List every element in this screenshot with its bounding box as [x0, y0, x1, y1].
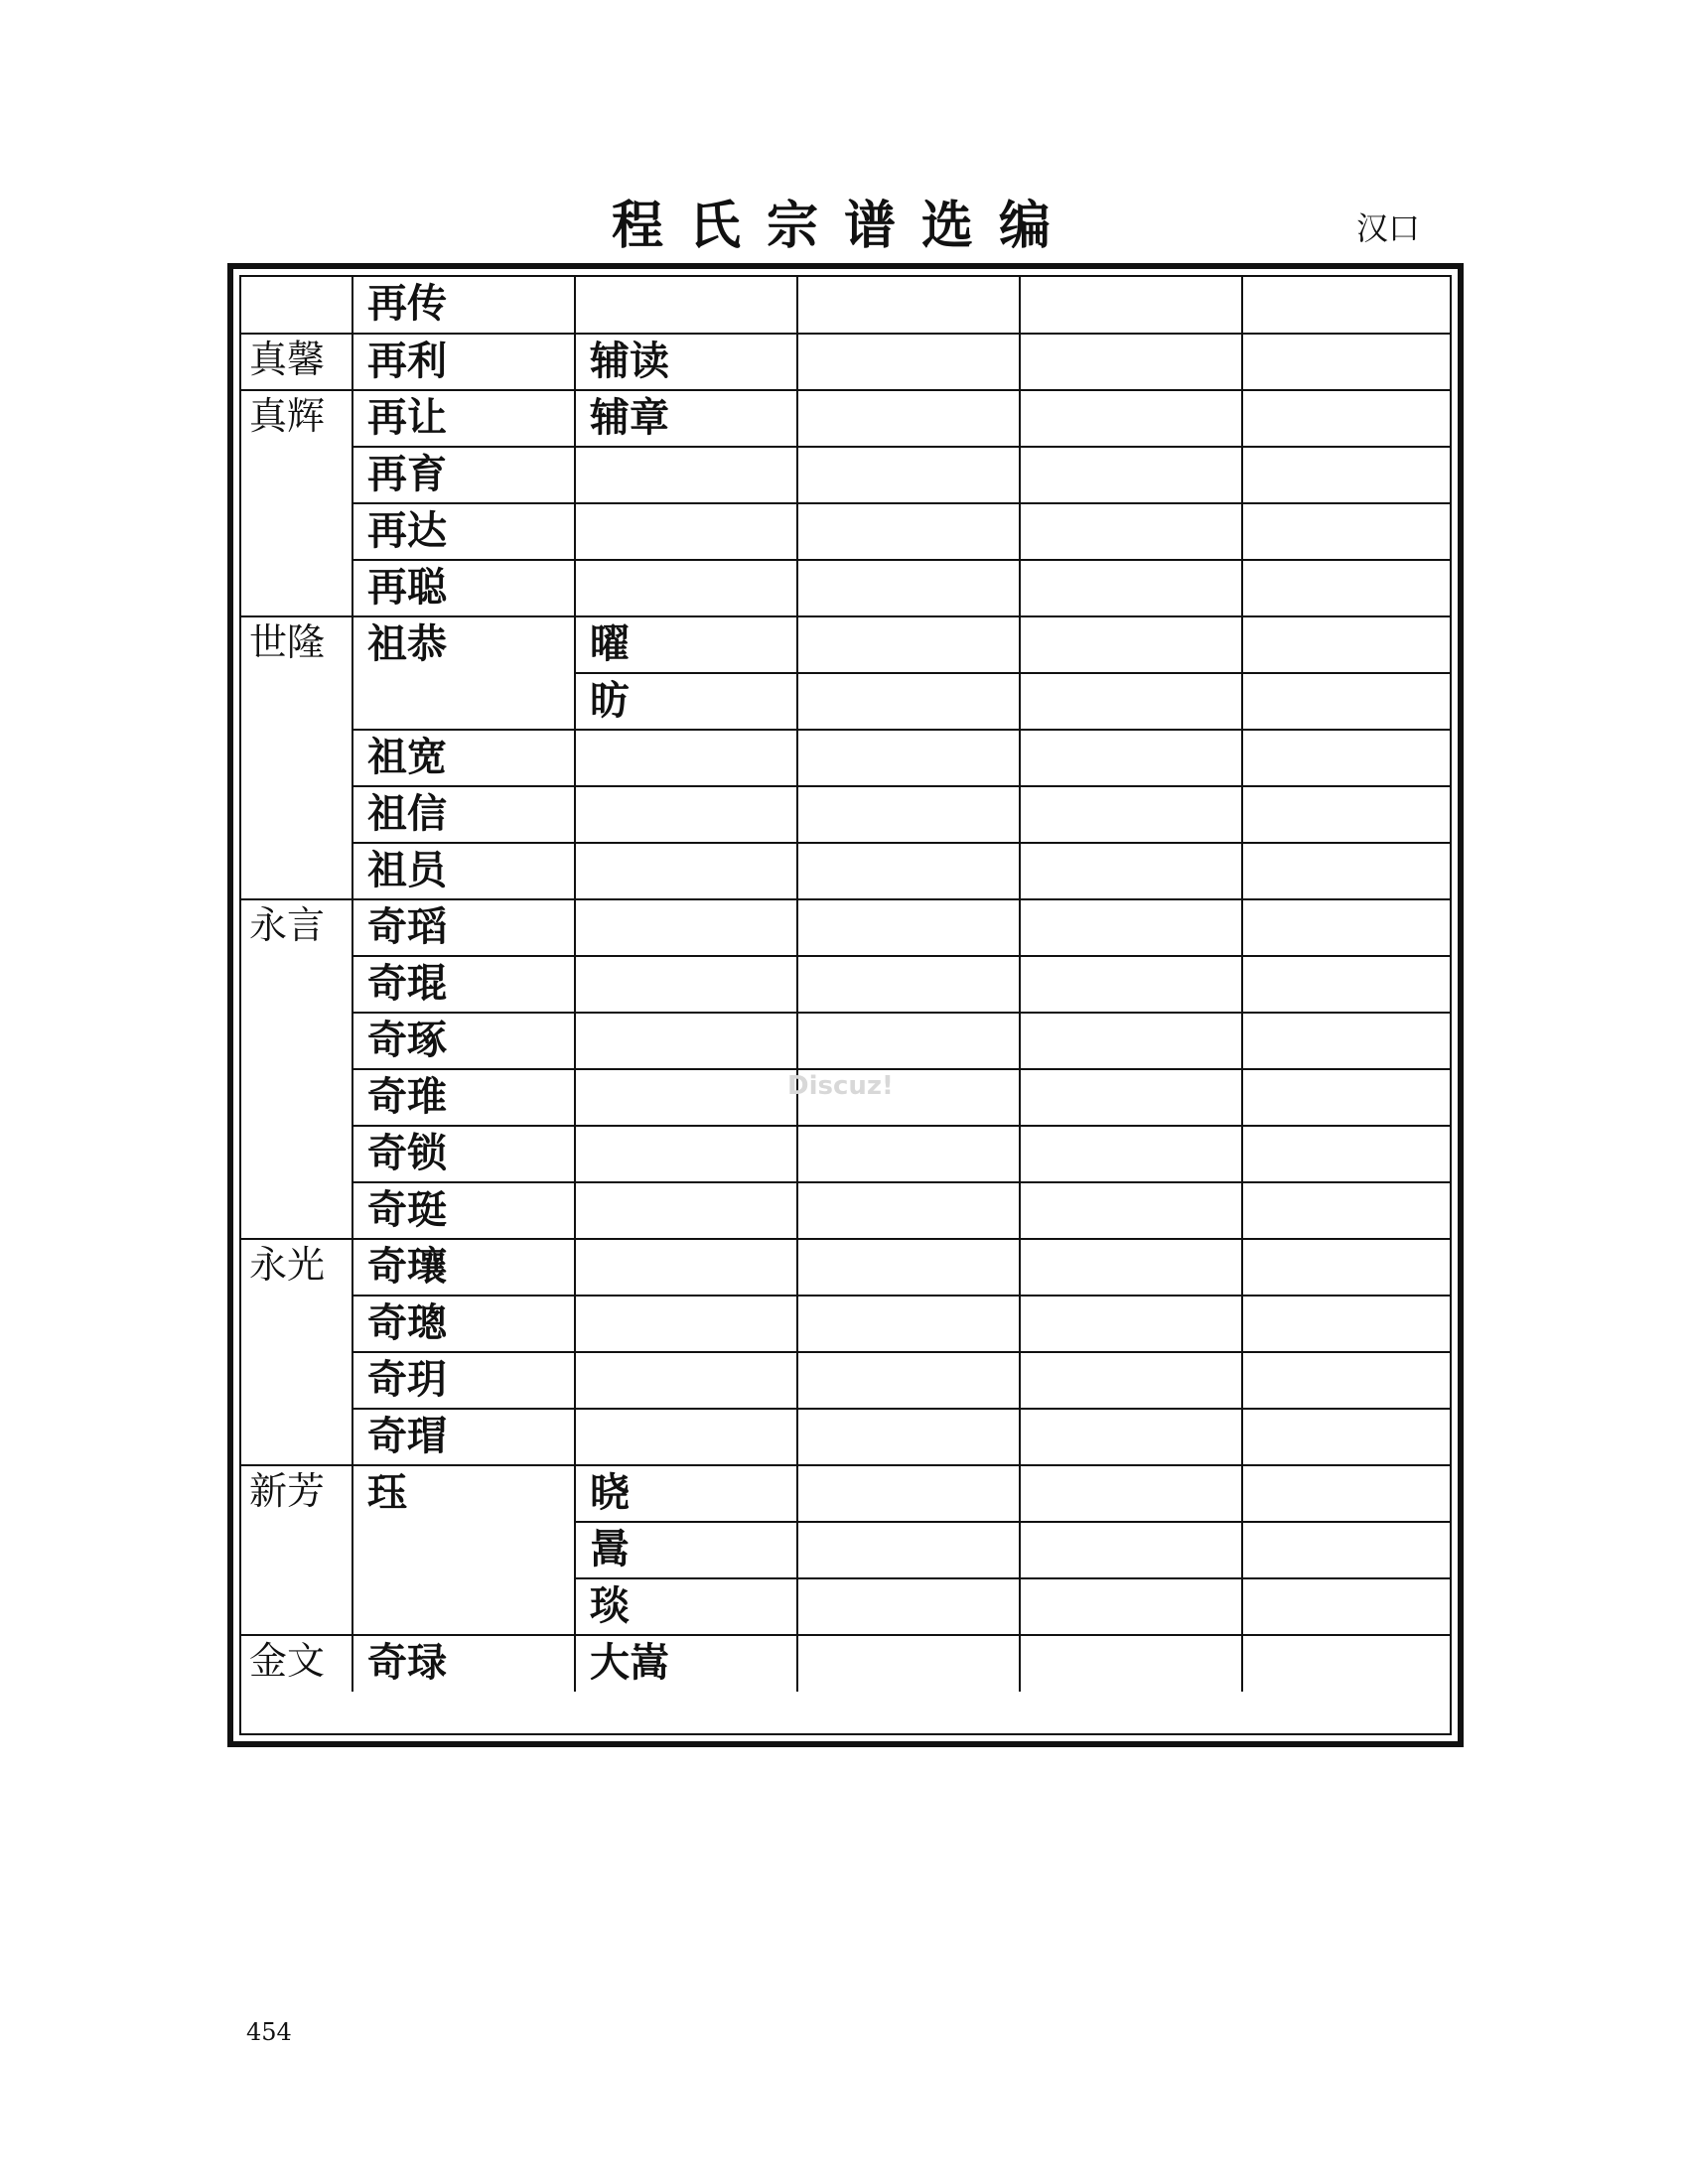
table-row: [241, 334, 1450, 390]
generation-2-cell: 奇璁: [352, 1296, 575, 1352]
empty-cell: [1242, 843, 1450, 899]
generation-2-cell: 奇瑫: [352, 899, 575, 956]
empty-cell: [797, 1239, 1020, 1296]
empty-cell: [797, 1465, 1020, 1522]
generation-2-cell: 祖宽: [352, 730, 575, 786]
empty-cell: [797, 1182, 1020, 1239]
empty-cell: [1020, 1522, 1242, 1578]
empty-cell: [1020, 616, 1242, 673]
empty-cell: [1242, 1239, 1450, 1296]
empty-cell: [1020, 447, 1242, 503]
table-row: [241, 1239, 1450, 1296]
empty-cell: [797, 503, 1020, 560]
empty-cell: [797, 899, 1020, 956]
generation-1-cell: [241, 277, 352, 334]
generation-2-cell: 奇瑁: [352, 1409, 575, 1465]
empty-cell: [797, 673, 1020, 730]
empty-cell: [1242, 1069, 1450, 1126]
empty-cell: [1242, 1013, 1450, 1069]
generation-3-cell: [575, 1069, 797, 1126]
generation-2-cell: 再聪: [352, 560, 575, 616]
table-row: [241, 277, 1450, 334]
empty-cell: [797, 390, 1020, 447]
empty-cell: [797, 843, 1020, 899]
table-row: [241, 616, 1450, 673]
empty-cell: [1242, 1296, 1450, 1352]
generation-3-cell: 晓: [575, 1465, 797, 1522]
generation-2-cell: 再育: [352, 447, 575, 503]
empty-cell: [797, 1409, 1020, 1465]
empty-cell: [1020, 1126, 1242, 1182]
empty-cell: [797, 560, 1020, 616]
generation-2-cell: 祖员: [352, 843, 575, 899]
empty-cell: [797, 786, 1020, 843]
generation-1-cell: 真馨: [241, 334, 352, 390]
table-row: [241, 1409, 1450, 1465]
empty-cell: [797, 1296, 1020, 1352]
empty-cell: [797, 956, 1020, 1013]
empty-cell: [1020, 1296, 1242, 1352]
empty-cell: [1020, 1635, 1242, 1692]
table-frame: [227, 263, 1464, 1747]
empty-cell: [1020, 899, 1242, 956]
empty-cell: [1020, 560, 1242, 616]
generation-3-cell: [575, 503, 797, 560]
generation-3-cell: 昉: [575, 673, 797, 730]
empty-cell: [797, 1635, 1020, 1692]
generation-3-cell: [575, 1126, 797, 1182]
generation-1-cell: 真辉: [241, 390, 352, 616]
generation-2-cell: 奇锁: [352, 1126, 575, 1182]
generation-3-cell: [575, 1352, 797, 1409]
empty-cell: [1020, 843, 1242, 899]
empty-cell: [1242, 730, 1450, 786]
generation-3-cell: [575, 730, 797, 786]
genealogy-table-body: [241, 277, 1450, 1692]
generation-2-cell: 奇琭: [352, 1635, 575, 1692]
generation-1-cell: 世隆: [241, 616, 352, 899]
table-row: [241, 1013, 1450, 1069]
empty-cell: [1242, 560, 1450, 616]
empty-cell: [1242, 503, 1450, 560]
generation-2-cell: 奇琨: [352, 956, 575, 1013]
generation-1-cell: 永言: [241, 899, 352, 1239]
generation-1-cell: 新芳: [241, 1465, 352, 1635]
empty-cell: [1242, 616, 1450, 673]
generation-1-cell: 金文: [241, 1635, 352, 1692]
generation-3-cell: [575, 1239, 797, 1296]
empty-cell: [797, 1126, 1020, 1182]
page-title: 程氏宗谱选编: [611, 196, 1076, 256]
table-row: [241, 447, 1450, 503]
empty-cell: [797, 730, 1020, 786]
generation-3-cell: [575, 1013, 797, 1069]
table-row: [241, 560, 1450, 616]
empty-cell: [1020, 334, 1242, 390]
empty-cell: [1242, 1409, 1450, 1465]
generation-3-cell: 辅章: [575, 390, 797, 447]
empty-cell: [1020, 956, 1242, 1013]
generation-3-cell: 曜: [575, 616, 797, 673]
generation-3-cell: [575, 786, 797, 843]
empty-cell: [1020, 503, 1242, 560]
empty-cell: [797, 1352, 1020, 1409]
generation-3-cell: 琰: [575, 1578, 797, 1635]
generation-2-cell: 再达: [352, 503, 575, 560]
empty-cell: [1020, 1182, 1242, 1239]
generation-3-cell: [575, 843, 797, 899]
empty-cell: [1242, 956, 1450, 1013]
empty-cell: [1020, 1465, 1242, 1522]
empty-cell: [1242, 277, 1450, 334]
empty-cell: [1020, 673, 1242, 730]
empty-cell: [1242, 786, 1450, 843]
empty-cell: [1020, 1578, 1242, 1635]
page-number: 454: [246, 2018, 292, 2046]
table-row: [241, 1182, 1450, 1239]
empty-cell: [797, 334, 1020, 390]
empty-cell: [1020, 1239, 1242, 1296]
generation-2-cell: 再传: [352, 277, 575, 334]
generation-3-cell: [575, 899, 797, 956]
table-row: [241, 1635, 1450, 1692]
empty-cell: [1242, 447, 1450, 503]
generation-3-cell: [575, 1296, 797, 1352]
empty-cell: [1020, 1352, 1242, 1409]
empty-cell: [797, 1013, 1020, 1069]
empty-cell: [1242, 673, 1450, 730]
empty-cell: [1242, 1126, 1450, 1182]
empty-cell: [1020, 1069, 1242, 1126]
table-row: [241, 899, 1450, 956]
table-row: [241, 1465, 1450, 1522]
generation-3-cell: [575, 447, 797, 503]
generation-3-cell: 辅读: [575, 334, 797, 390]
empty-cell: [797, 616, 1020, 673]
generation-2-cell: 再利: [352, 334, 575, 390]
generation-2-cell: 祖恭: [352, 616, 575, 730]
empty-cell: [1020, 390, 1242, 447]
empty-cell: [1020, 730, 1242, 786]
table-row: [241, 503, 1450, 560]
generation-1-cell: 永光: [241, 1239, 352, 1465]
generation-2-cell: 奇瓖: [352, 1239, 575, 1296]
empty-cell: [1020, 1013, 1242, 1069]
empty-cell: [1242, 1578, 1450, 1635]
generation-3-cell: [575, 1409, 797, 1465]
table-row: [241, 1296, 1450, 1352]
generation-3-cell: [575, 956, 797, 1013]
empty-cell: [797, 447, 1020, 503]
empty-cell: [1242, 1465, 1450, 1522]
table-row: [241, 843, 1450, 899]
generation-3-cell: [575, 560, 797, 616]
table-row: [241, 1352, 1450, 1409]
generation-2-cell: 奇琟: [352, 1069, 575, 1126]
empty-cell: [1020, 277, 1242, 334]
empty-cell: [1242, 1522, 1450, 1578]
empty-cell: [797, 1578, 1020, 1635]
genealogy-table: [241, 277, 1450, 1692]
empty-cell: [1242, 334, 1450, 390]
generation-2-cell: 祖信: [352, 786, 575, 843]
generation-3-cell: [575, 277, 797, 334]
empty-cell: [1242, 899, 1450, 956]
table-row: [241, 956, 1450, 1013]
table-row: [241, 1126, 1450, 1182]
empty-cell: [797, 1522, 1020, 1578]
table-inner-border: [239, 275, 1452, 1735]
generation-2-cell: 再让: [352, 390, 575, 447]
table-row: [241, 786, 1450, 843]
empty-cell: [1242, 1182, 1450, 1239]
table-row: [241, 390, 1450, 447]
generation-2-cell: 珏: [352, 1465, 575, 1635]
generation-2-cell: 奇珽: [352, 1182, 575, 1239]
generation-2-cell: 奇琢: [352, 1013, 575, 1069]
empty-cell: [1020, 786, 1242, 843]
table-row: [241, 730, 1450, 786]
region-label: 汉口: [1356, 209, 1421, 247]
generation-2-cell: 奇玥: [352, 1352, 575, 1409]
generation-3-cell: [575, 1182, 797, 1239]
empty-cell: [1020, 1409, 1242, 1465]
empty-cell: [1242, 390, 1450, 447]
watermark: Discuz!: [787, 1071, 894, 1101]
empty-cell: [797, 277, 1020, 334]
empty-cell: [1242, 1635, 1450, 1692]
generation-3-cell: 暠: [575, 1522, 797, 1578]
generation-3-cell: 大嵩: [575, 1635, 797, 1692]
empty-cell: [1242, 1352, 1450, 1409]
